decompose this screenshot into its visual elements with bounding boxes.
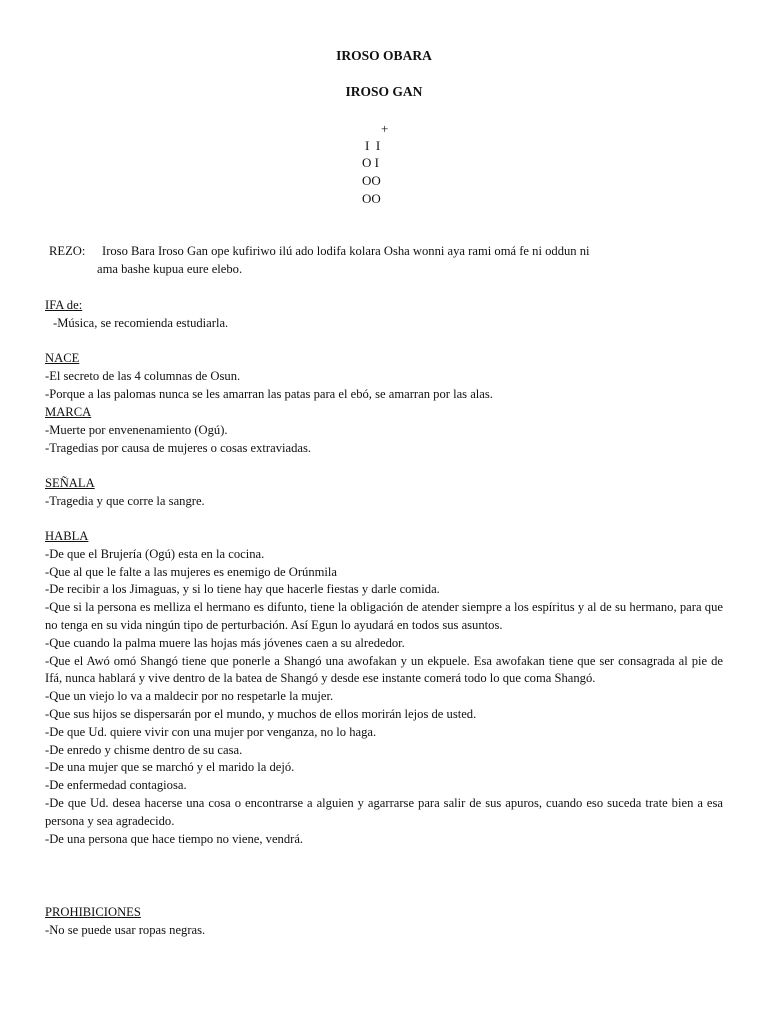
list-item: -De enredo y chisme dentro de su casa.	[45, 742, 243, 757]
sign-row: I I	[365, 138, 381, 153]
section-senala	[45, 475, 723, 511]
section-nace	[45, 350, 723, 403]
section-habla	[45, 528, 723, 848]
section-heading: IFA de:	[45, 298, 83, 312]
section-prohibiciones	[45, 904, 723, 940]
list-item: -Música, se recomienda estudiarla.	[53, 315, 229, 330]
list-item: -Muerte por envenenamiento (Ogú).	[45, 422, 228, 437]
list-item: -Que un viejo lo va a maldecir por no respetarle la mujer.	[45, 689, 334, 704]
rezo-text-line: Iroso Bara Iroso Gan ope kufiriwo ilú ado lodifa kolara Osha wonni aya rami omá fe ni oddun ni	[102, 244, 590, 258]
list-item: -Que sus hijos se dispersarán por el mundo, y muchos de ellos morirán lejos de usted.	[45, 706, 477, 721]
page-title: IROSO OBARA	[336, 48, 432, 63]
sign-row: O I	[362, 155, 379, 170]
sign-row: OO	[362, 173, 381, 188]
list-item: -De que el Brujería (Ogú) esta en la cocina.	[45, 546, 265, 561]
list-item: -De una persona que hace tiempo no viene, vendrá.	[45, 831, 304, 846]
section-heading: PROHIBICIONES	[45, 905, 141, 919]
list-item: -De que Ud. quiere vivir con una mujer por venganza, no lo haga.	[45, 724, 377, 739]
list-item: -Porque a las palomas nunca se les amarran las patas para el ebó, se amarran por las alas.	[45, 386, 493, 401]
section-heading: SEÑALA	[45, 476, 95, 490]
list-item: -Que si la persona es melliza el hermano es difunto, tiene la obligación de atender siempre a los espíritus y al de su hermano, para que no tenga en su vida ningún tipo de perturbación. Así Egun lo ayudará en todos sus asuntos.	[45, 600, 723, 632]
list-item: -Que el Awó omó Shangó tiene que ponerle a Shangó una awofakan y un ekpuele. Esa awofakan tiene que ser consagrada al pie de Ifá, nunca hablará y vive dentro de la batea de Shangó y desde ese instante comerá todo lo que coma Shangó.	[45, 653, 723, 686]
list-item: -El secreto de las 4 columnas de Osun.	[45, 368, 241, 383]
rezo-label: REZO:	[49, 244, 86, 258]
section-heading: MARCA	[45, 405, 92, 419]
list-item: -De que Ud. desea hacerse una cosa o encontrarse a alguien y agarrarse para salir de sus apuros, cuando eso suceda trate bien a esa persona y sea agradecido.	[45, 795, 723, 828]
list-item: -Tragedias por causa de mujeres o cosas extraviadas.	[45, 440, 312, 455]
list-item: -Que cuando la palma muere las hojas más jóvenes caen a su alrededor.	[45, 635, 405, 650]
page-subtitle: IROSO GAN	[345, 84, 423, 99]
section-heading: NACE	[45, 351, 80, 365]
list-item: -Que al que le falte a las mujeres es enemigo de Orúnmila	[45, 564, 337, 579]
sign-mark: +	[381, 121, 389, 136]
section-heading: HABLA	[45, 529, 89, 543]
list-item: -Tragedia y que corre la sangre.	[45, 493, 205, 508]
sign-row: OO	[362, 191, 381, 206]
list-item: -No se puede usar ropas negras.	[45, 922, 206, 937]
list-item: -De recibir a los Jimaguas, y si lo tiene hay que hacerle fiestas y darle comida.	[45, 582, 440, 597]
section-marca	[45, 404, 723, 457]
list-item: -De enfermedad contagiosa.	[45, 778, 187, 793]
rezo-text-line: ama bashe kupua eure elebo.	[97, 262, 243, 276]
list-item: -De una mujer que se marchó y el marido la dejó.	[45, 760, 295, 775]
section-ifa	[45, 297, 723, 333]
